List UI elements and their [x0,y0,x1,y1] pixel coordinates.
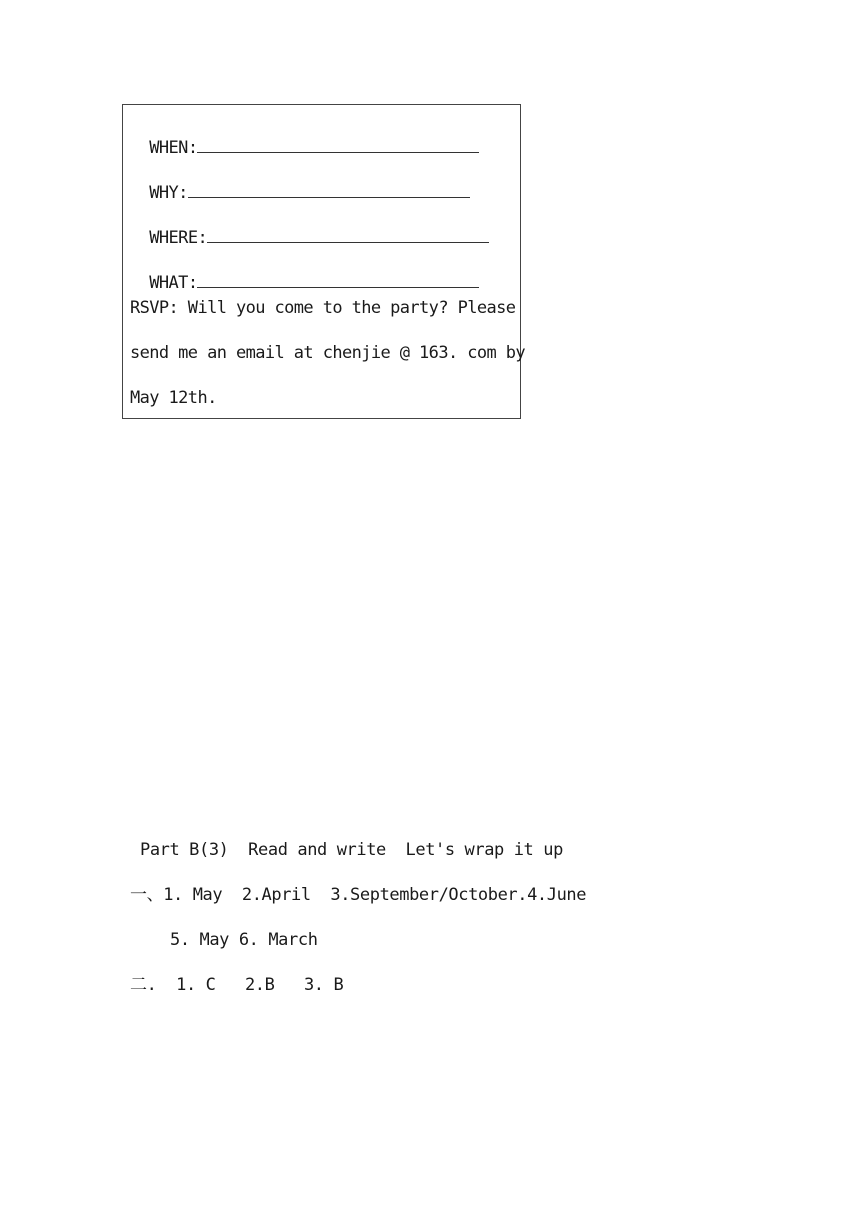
rsvp-line-2: send me an email at chenjie @ 163. com by [130,343,526,363]
rsvp-line-3: May 12th. [130,388,217,408]
why-label: WHY: [149,183,188,203]
when-label: WHEN: [149,138,198,158]
why-blank[interactable] [188,183,470,198]
what-blank[interactable] [197,273,479,288]
what-field [130,253,479,293]
where-blank[interactable] [207,228,489,243]
why-field [130,163,470,203]
answer-key-heading: Part B(3) Read and write Let's wrap it up [140,840,563,860]
when-field [130,118,479,158]
where-label: WHERE: [149,228,208,248]
answer-section-2-line: 二. 1. C 2.B 3. B [130,975,344,995]
what-label: WHAT: [149,273,198,293]
when-blank[interactable] [197,138,479,153]
rsvp-line-1: RSVP: Will you come to the party? Please [130,298,516,318]
answer-section-1-line-1: 一、1. May 2.April 3.September/October.4.June [130,885,587,905]
where-field [130,208,489,248]
answer-section-1-line-2: 5. May 6. March [170,930,318,950]
